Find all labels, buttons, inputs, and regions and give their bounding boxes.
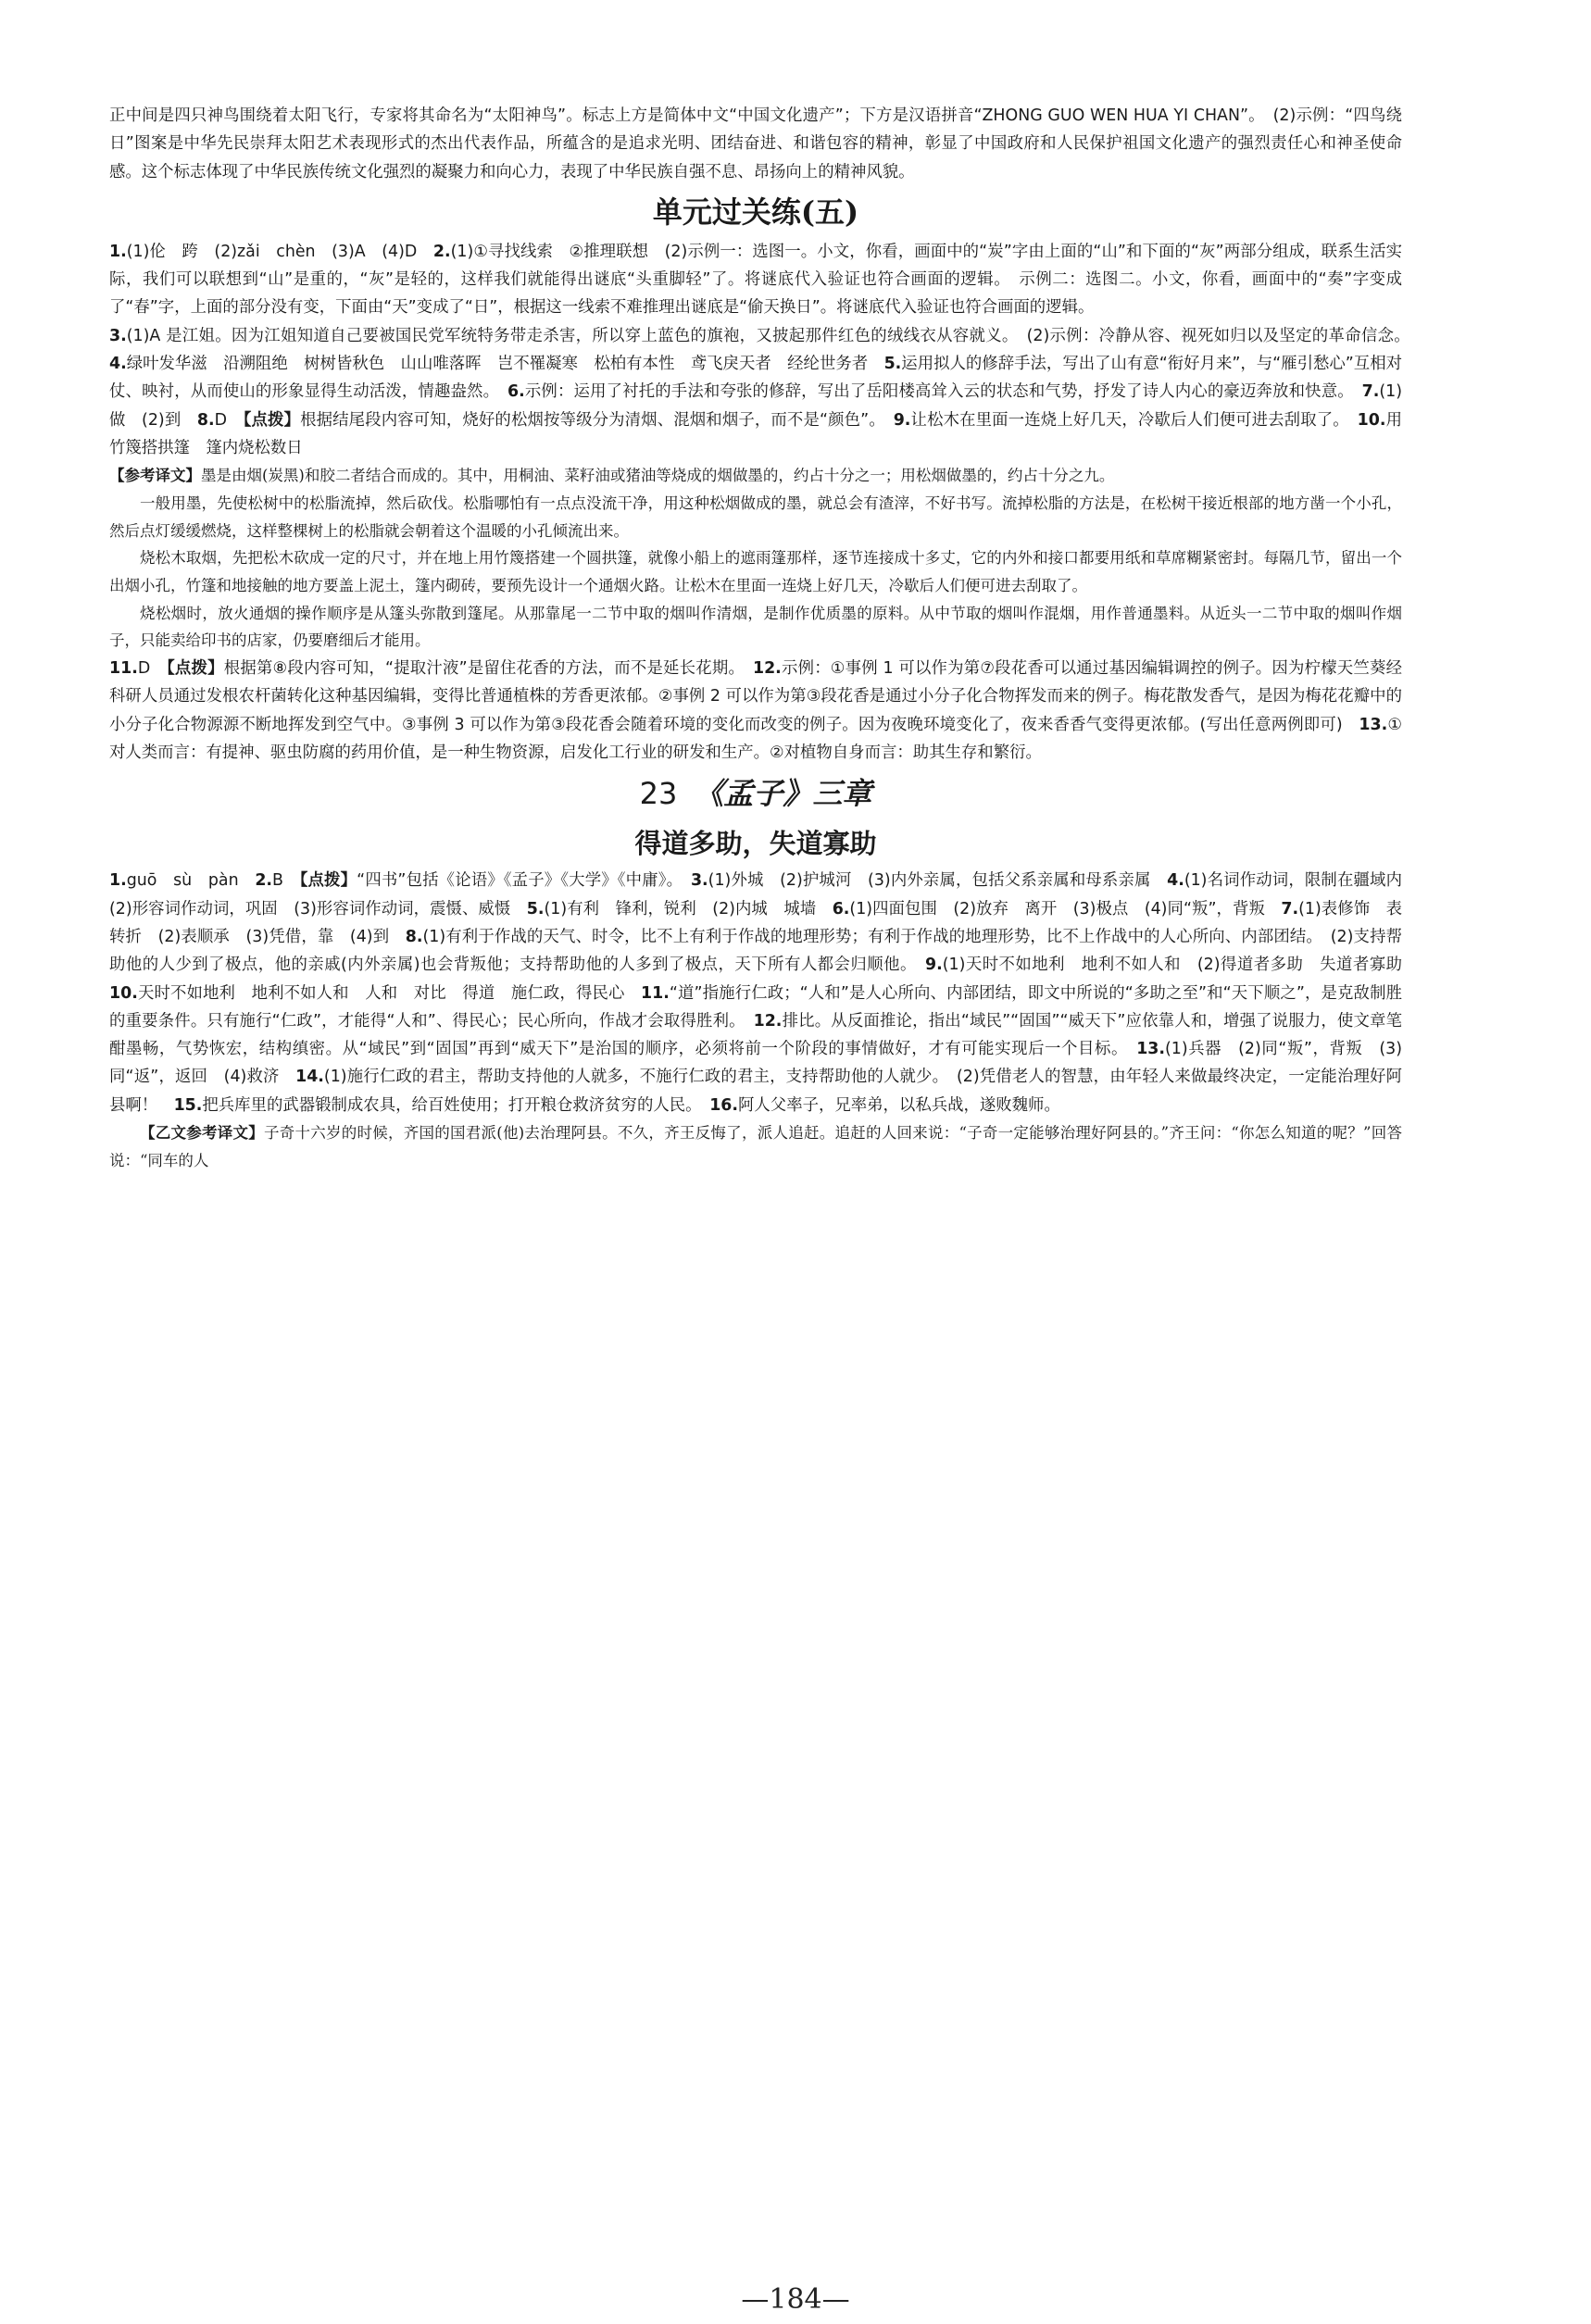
answer-label: 11. [109,659,138,679]
answer-text: ①对人类而言：有提神、驱虫防腐的药用价值，是一种生物资源，启发化工行业的研发和生产。②对植物自身而言：助其生存和繁衍。 [109,715,1402,763]
answer-text: (1)施行仁政的君主，帮助支持他的人就多，不施行仁政的君主，支持帮助他的人就少。 (2)凭借老人的智慧，由年轻人来做最终决定，一定能治理好阿县啊！ [109,1068,1402,1115]
answer-label: 13. [1136,1040,1165,1059]
answer-text: (1)天时不如地利 地利不如人和 (2)得道者多助 失道者寡助 [942,956,1419,975]
answer-label: 【点拨】 [299,871,357,891]
answer-label: 16. [709,1095,739,1115]
answer-label: 1. [109,871,127,891]
answer-text: 用竹篾搭拱篷 篷内烧松数日 [109,410,1402,457]
answer-text: 阿人父率子，兄率弟，以私兵战，遂败魏师。 [738,1095,1060,1115]
answer-text: 让松木在里面一连烧上好几天，冷歇后人们便可进去刮取了。 [910,410,1358,430]
answer-label: 3. [690,871,708,891]
answer-paragraph [109,867,1419,1119]
answer-label: 1. [109,242,127,261]
answer-text: (1)名词作动词，限制在疆域内 (2)形容词作动词，巩固 (3)形容词作动词，震慑、威慑 [109,871,1419,918]
answer-label: 5. [883,355,902,374]
answer-label: 8. [196,410,215,430]
answer-text: 把兵库里的武器锻制成农具，给百姓使用；打开粮仓救济贫穷的人民。 [202,1095,710,1115]
answer-label: 【参考译文】 [109,467,201,485]
answer-text: (1)有利 锋利，锐利 (2)内城 城墙 [544,899,833,918]
answer-text: (1)表修饰 表转折 (2)表顺承 (3)凭借，靠 (4)到 [109,899,1402,946]
answer-label: 11. [641,983,670,1003]
answer-text: 烧松木取烟，先把松木砍成一定的尺寸，并在地上用竹篾搭建一个圆拱篷，就像小船上的遮雨篷那样，逐节连接成十多丈，它的内外和接口都要用纸和草席糊紧密封。每隔几节，留出一个出烟小孔，竹篷和地接触的地方要盖上泥土，篷内砌砖，要预先设计一个通烟火路。让松木在里面一连烧上好几天，冷歇后人们便可进去刮取了。 [109,549,1402,595]
answer-label: 3. [109,326,127,345]
answer-paragraph [109,655,1402,767]
answer-text: 示例：①事例 1 可以作为第⑦段花香可以通过基因编辑调控的例子。因为柠檬天竺葵经科研人员通过发根农杆菌转化这种基因编辑，变得比普通植株的芳香更浓郁。②事例 2 可以作为第③段花香是通过小分子化合物挥发而来的例子。梅花散发香气，是因为梅花花瓣中的小分子化合物源源不断地挥发到空气中。③事例 3 可以作为第③段花香会随着环境的变化而改变的例子。因为夜晚环境变化了，夜来香香气变得更浓郁。(写出任意两例即可) [109,659,1402,734]
answer-label: 5. [526,899,545,918]
answer-label: 15. [173,1095,203,1115]
answer-label: 9. [893,410,911,430]
answer-text: 运用拟人的修辞手法，写出了山有意“衔好月来”，与“雁引愁心”互相对仗、映衬，从而使山的形象显得生动活泼，情趣盎然。 [109,355,1402,402]
answer-text: 绿叶发华滋 沿溯阻绝 树树皆秋色 山山唯落晖 岂不罹凝寒 松柏有本性 鸢飞戾天者 经纶世务者 [126,355,884,374]
answer-text: “四书”包括《论语》《孟子》《大学》《中庸》。 [357,871,691,891]
answer-text: 排比。从反面推论，指出“域民”“固国”“威天下”应依靠人和，增强了说服力，使文章笔酣墨畅，气势恢宏，结构缜密。从“域民”到“固国”再到“威天下”是治国的顺序，必须将前一个阶段的事情做好，才有可能实现后一个目标。 [109,1011,1403,1059]
translation-paragraph [109,1119,1402,1174]
answer-text: 天时不如地利 地利不如人和 人和 对比 得道 施仁政，得民心 [137,983,642,1003]
answer-label: 10. [109,983,138,1003]
answer-text: 示例：运用了衬托的手法和夸张的修辞，写出了岳阳楼高耸入云的状态和气势，抒发了诗人内心的豪迈奔放和快意。 [524,382,1362,402]
answer-label: 7. [1281,899,1299,918]
answer-text: (1)①寻找线索 ②推理联想 (2)示例一：选图一。小文，你看，画面中的“炭”字由上面的“山”和下面的“灰”两部分组成，联系生活实际，我们可以联想到“山”是重的，“灰”是轻的，这样我们就能得出谜底“头重脚轻”了。将谜底代入验证也符合画面的逻辑。 示例二：选图二。小文，你看，画面中的“奏”字变成了“春”字，上面的部分没有变，下面由“天”变成了“日”，根据这一线索不难推理出谜底是“偷天换日”。将谜底代入验证也符合画面的逻辑。 [109,242,1403,318]
section-subtitle: 得道多助，失道寡助 [634,828,877,860]
answer-text: D [214,410,244,430]
answer-text: (1)兵器 (2)同“叛”，背叛 (3)同“返”，返回 (4)救济 [109,1040,1402,1087]
chapter-title [109,767,1402,820]
translation-paragraph [109,600,1402,655]
answer-text: (1)四面包围 (2)放弃 离开 (3)极点 (4)同“叛”，背叛 [849,899,1282,918]
answer-label: 【点拨】 [243,410,301,430]
answer-label: 10. [1357,410,1386,430]
answer-text: (1)A 是江姐。因为江姐知道自己要被国民党军统特务带走杀害，所以穿上蓝色的旗袍，又披起那件红色的绒线衣从容就义。 (2)示例：冷静从容、视死如归以及坚定的革命信念。 [126,326,1419,345]
answer-label: 12. [753,1011,783,1031]
answer-text: (1)做 (2)到 [109,382,1402,430]
unit-title: 单元过关练(五) [652,194,859,230]
chapter-number: 23 [639,776,678,812]
answer-label: 13. [1359,715,1388,734]
answer-label: 【乙文参考译文】 [140,1124,265,1143]
answer-label: 2. [255,871,273,891]
answer-text: 一般用墨，先使松树中的松脂流掉，然后砍伐。松脂哪怕有一点点没流干净，用这种松烟做成的墨，就总会有渣滓，不好书写。流掉松脂的方法是，在松树干接近根部的地方凿一个小孔，然后点灯缓缓燃烧，这样整棵树上的松脂就会朝着这个温暖的小孔倾流出来。 [109,494,1402,540]
answer-text: (1)外城 (2)护城河 (3)内外亲属，包括父系亲属和母系亲属 [708,871,1168,891]
chapter-name: 《孟子》三章 [694,776,872,812]
answer-text: (1)有利于作战的天气、时令，比不上有利于作战的地理形势；有利于作战的地理形势，比不上作战中的人心所向、内部团结。 (2)支持帮助他的人少到了极点，他的亲戚(内外亲属)也会背叛他；支持帮助他的人多到了极点，天下所有人都会归顺他。 [109,927,1402,975]
answer-text: D [137,659,168,679]
answer-text: 烧松烟时，放火通烟的操作顺序是从篷头弥散到篷尾。从那靠尾一二节中取的烟叫作清烟，是制作优质墨的原料。从中节取的烟叫作混烟，用作普通墨料。从近头一二节中取的烟叫作烟子，只能卖给印书的店家，仍要磨细后才能用。 [109,604,1402,650]
answer-label: 4. [1167,871,1184,891]
answer-text: 墨是由烟(炭黑)和胶二者结合而成的。其中，用桐油、菜籽油或猪油等烧成的烟做墨的，约占十分之一；用松烟做墨的，约占十分之九。 [201,467,1115,485]
answer-label: 9. [925,956,943,975]
answer-paragraph [109,322,1419,462]
answer-label: 12. [752,659,782,679]
answer-paragraph [109,102,1402,186]
page-number: —184— [741,2283,850,2316]
answer-text: 正中间是四只神鸟围绕着太阳飞行，专家将其命名为“太阳神鸟”。标志上方是简体中文“中国文化遗产”；下方是汉语拼音“ZHONG GUO WEN HUA YI CHAN”。 (2)示例：“四鸟绕日”图案是中华先民崇拜太阳艺术表现形式的杰出代表作品，所蕴含的是追求光明、团结奋进、和谐包容的精神，彰显了中国政府和人民保护祖国文化遗产的强烈责任心和神圣使命感。这个标志体现了中华民族传统文化强烈的凝聚力和向心力，表现了中华民族自强不息、昂扬向上的精神风貌。 [109,106,1402,181]
answer-text: 子奇十六岁的时候，齐国的国君派(他)去治理阿县。不久，齐王反悔了，派人追赶。追赶的人回来说：“子奇一定能够治理好阿县的。”齐王问：“你怎么知道的呢？”回答说：“同车的人 [109,1124,1402,1169]
answer-text: 根据第⑧段内容可知，“提取汁液”是留住花香的方法，而不是延长花期。 [223,659,753,679]
answer-label: 6. [832,899,850,918]
translation-paragraph [109,544,1402,599]
answer-text: B [272,871,300,891]
answer-label: 7. [1361,382,1380,402]
answer-text: 根据结尾段内容可知，烧好的松烟按等级分为清烟、混烟和烟子，而不是“颜色”。 [300,410,894,430]
answer-text: “道”指施行仁政；“人和”是人心所向、内部团结，即文中所说的“多助之至”和“天下顺之”，是克敌制胜的重要条件。只有施行“仁政”，才能得“人和”、得民心；民心所向，作战才会取得胜利。 [109,983,1402,1031]
answer-label: 14. [295,1068,324,1087]
answer-label: 【点拨】 [167,659,224,679]
translation-paragraph [109,490,1402,544]
translation-paragraph [109,462,1402,490]
answer-label: 4. [109,355,127,374]
answer-label: 2. [432,242,451,261]
answer-text: guō sù pàn [126,871,256,891]
answer-text: (1)伦 跨 (2)zǎi chèn (3)A (4)D [126,242,433,261]
answer-paragraph [109,238,1402,322]
answer-label: 8. [405,927,423,946]
answer-label: 6. [507,382,525,402]
